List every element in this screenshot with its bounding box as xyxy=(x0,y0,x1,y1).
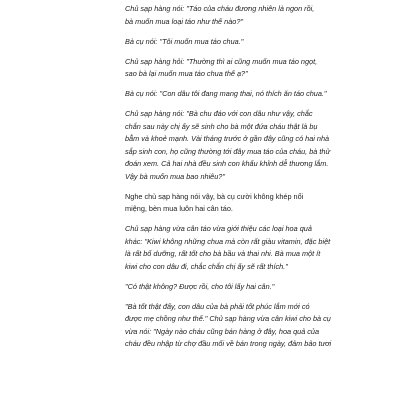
text-line: miệng, bèn mua luôn hai cân táo. xyxy=(125,204,233,213)
paragraph xyxy=(112,301,346,351)
paragraph xyxy=(112,223,346,273)
text-line: cháu đều nhập từ chợ đầu mối về bán trong ngày, đảm bảo tươi xyxy=(125,339,332,348)
text-line: là rất bổ dưỡng, rất tốt cho bà bầu và thai nhi. Bà mua một ít xyxy=(125,249,321,258)
text-line: Bà cụ nói: "Con dâu tôi đang mang thai, nó thích ăn táo chua." xyxy=(125,89,327,98)
text-line: bà muốn mua loại táo như thế nào?" xyxy=(125,16,243,26)
text-line: bẫm và khoẻ mạnh. Vài tháng trước ở gần đây cũng có hai nhà xyxy=(125,134,330,143)
text-line: Bà cụ nói: "Tôi muốn mua táo chua." xyxy=(125,36,244,46)
text-line: Chủ sạp hàng nói: "Táo của cháu đương nhiên là ngon rồi, xyxy=(125,4,315,13)
paragraph xyxy=(112,56,346,81)
paragraph xyxy=(112,108,346,183)
paragraph xyxy=(112,191,346,216)
text-line: kiwi cho con dâu đi, chắc chắn chị ấy sẽ rất thích." xyxy=(125,261,288,271)
text-line: sao bà lại muốn mua táo chua thế ạ?" xyxy=(125,69,248,78)
text-line: sắp sinh con, họ cũng thường tới đây mua táo của cháu, bà thử xyxy=(125,146,331,156)
text-line: Chủ sạp hàng nói: "Bà chu đáo với con dâu như vậy, chắc xyxy=(125,109,313,118)
text-line: đoán xem. Cả hai nhà đều sinh con khấu khỉnh dễ thương lắm. xyxy=(125,159,329,168)
body-text xyxy=(112,3,346,358)
text-line: Vậy bà muốn mua bao nhiêu?" xyxy=(125,171,225,181)
paragraph xyxy=(112,88,346,101)
text-line: vừa nói: "Ngày nào cháu cũng bán hàng ở đây, hoa quả của xyxy=(125,326,320,336)
text-line: Chủ sạp hàng hỏi: "Thường thì ai cũng muốn mua táo ngọt, xyxy=(125,56,318,66)
text-line: được mẹ chồng như thế." Chủ sạp hàng vừa cân kiwi cho bà cụ xyxy=(125,314,331,323)
paragraph xyxy=(112,3,346,28)
text-line: "Có thật không? Được rồi, cho tôi lấy hai cân." xyxy=(125,281,275,291)
text-line: Nghe chủ sạp hàng nói vậy, bà cụ cười không khép nổi xyxy=(125,191,304,201)
text-line: "Bà tốt thật đấy, con dâu của bà phải tốt phúc lắm mới có xyxy=(125,301,310,311)
text-line: Chủ sạp hàng vừa cân táo vừa giới thiệu các loại hoa quả xyxy=(125,224,312,233)
text-line: khác: "Kiwi không những chua mà còn rất giàu vitamin, đặc biệt xyxy=(125,236,331,246)
paragraph xyxy=(112,281,346,294)
paragraph xyxy=(112,36,346,49)
text-line: chắn sau này chị ấy sẽ sinh cho bà một đứa cháu thật là bụ xyxy=(125,121,318,131)
